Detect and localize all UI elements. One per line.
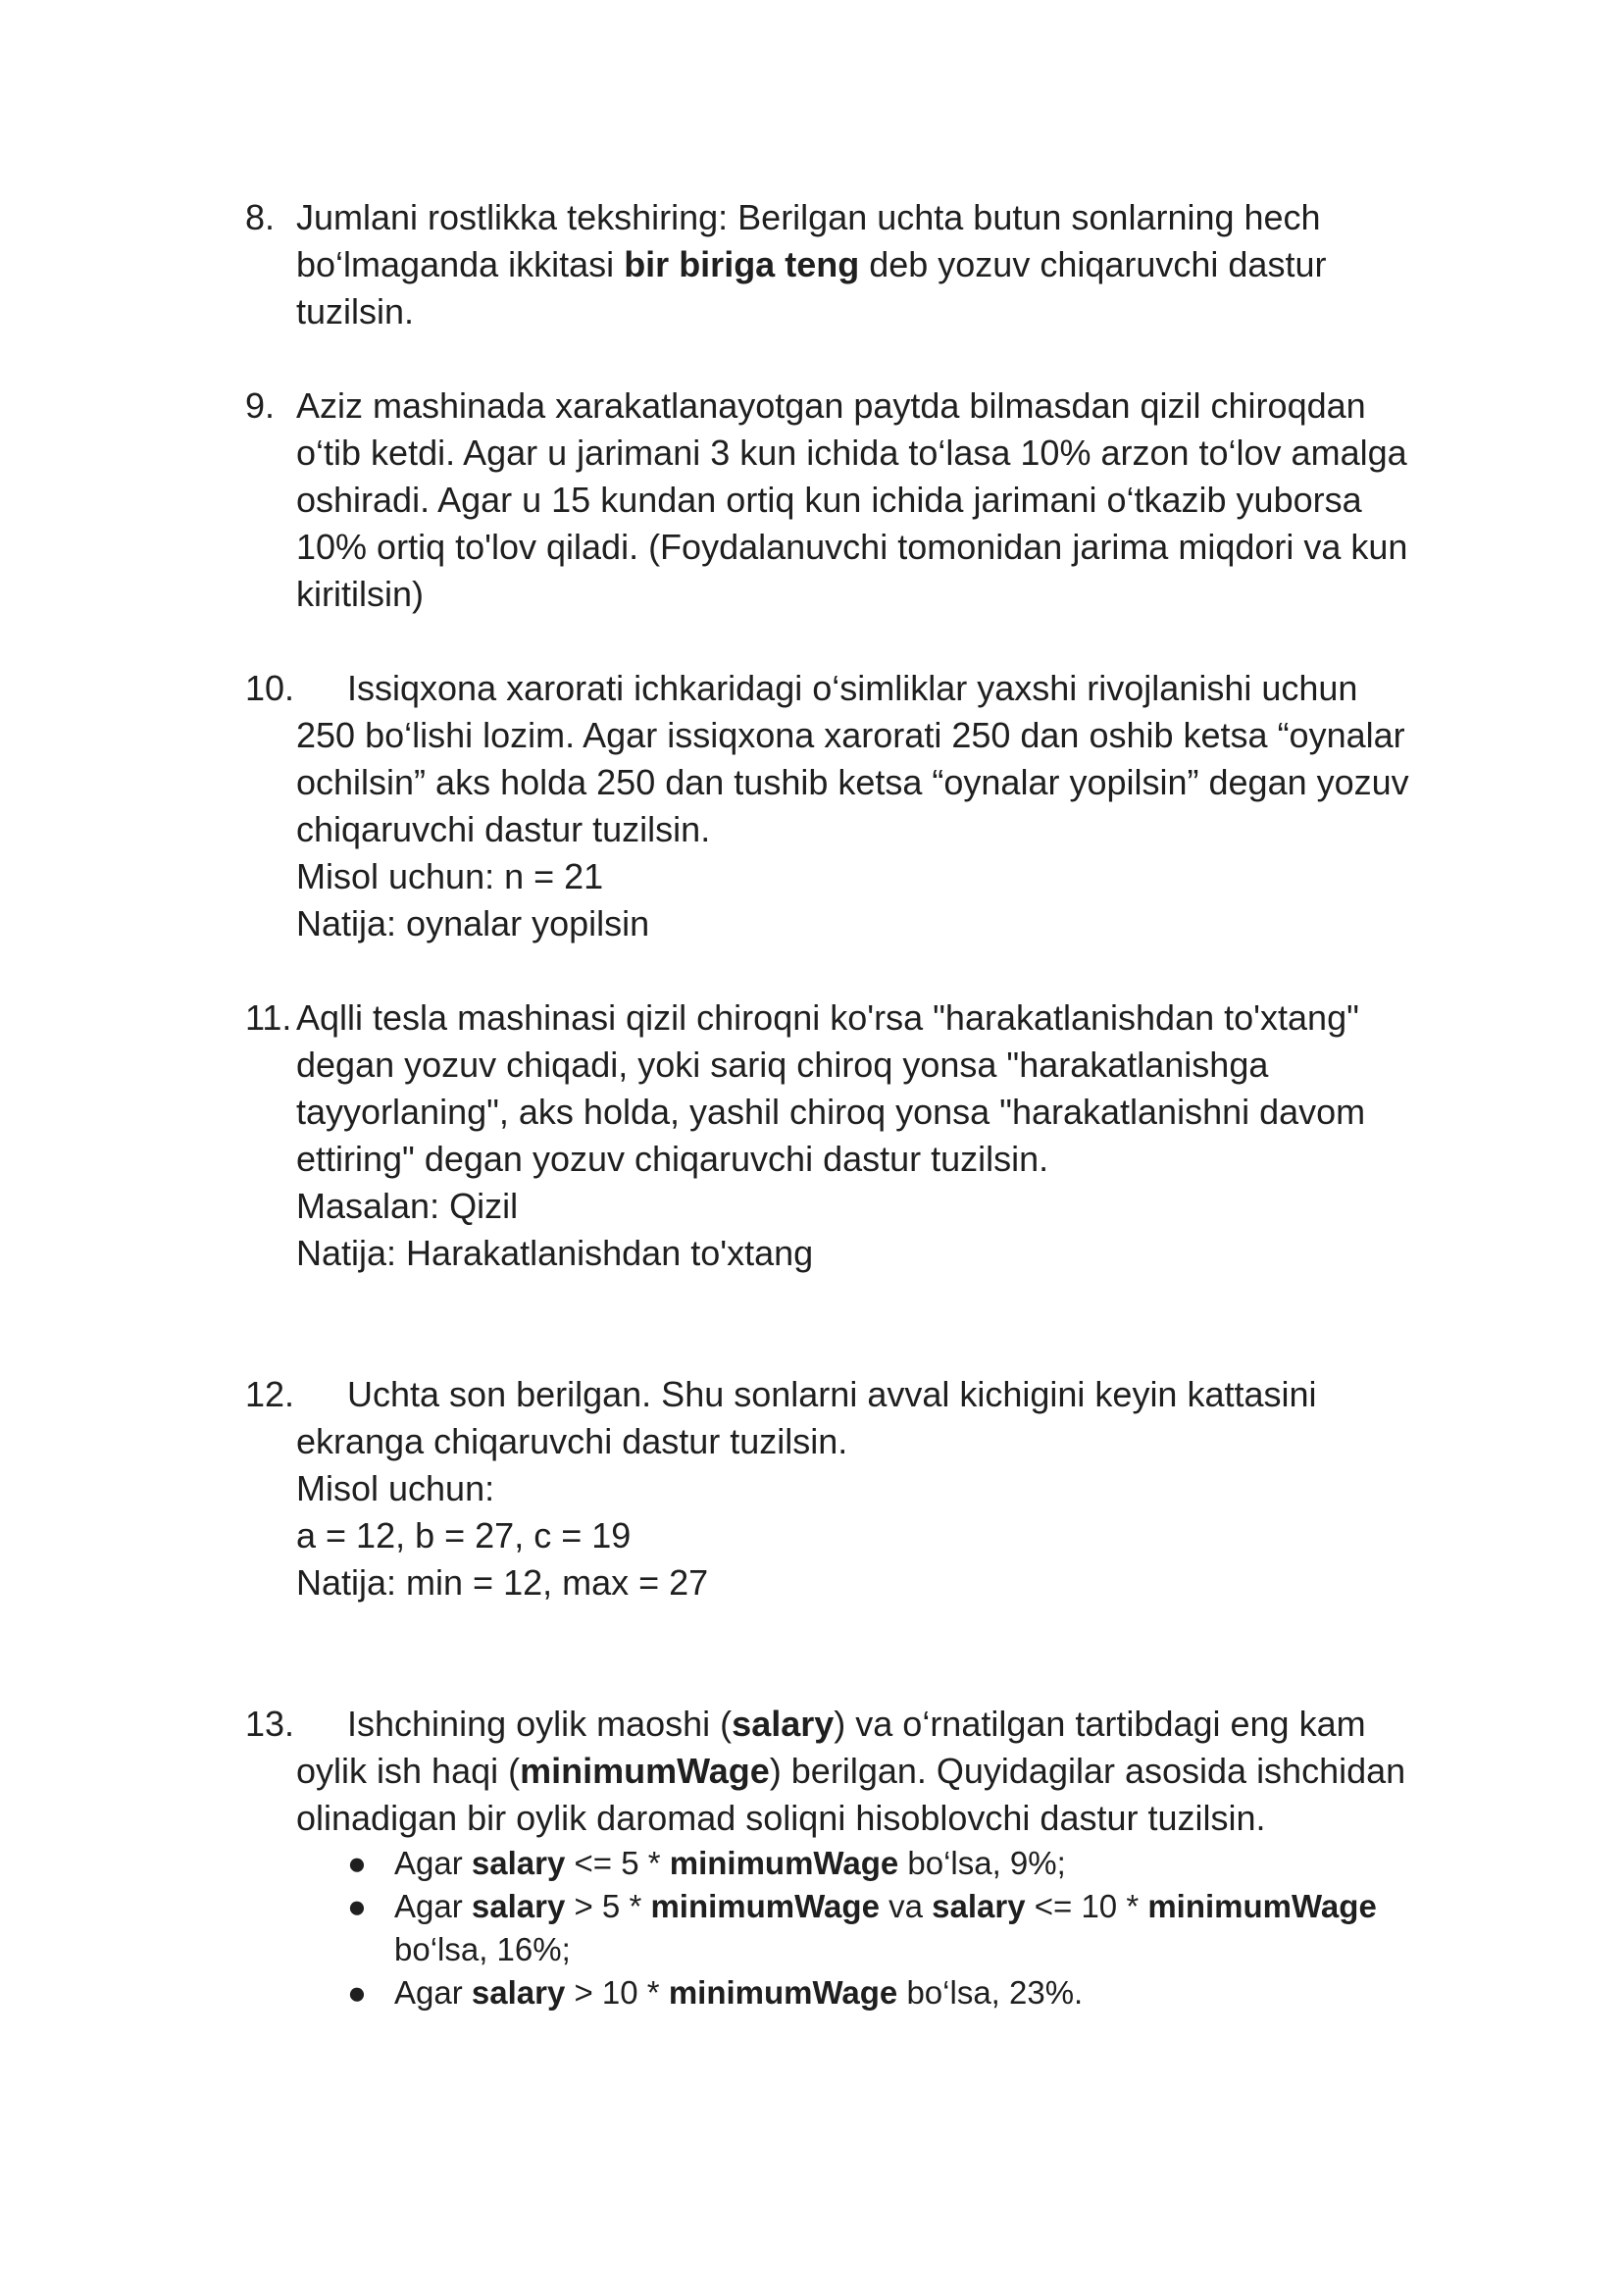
text-line	[296, 1748, 1442, 1795]
text-line: oshiradi. Agar u 15 kundan ortiq kun ichida jarimani o‘tkazib yuborsa	[296, 480, 1362, 520]
task-number: 13.	[245, 1704, 295, 1744]
text-run: deb yozuv chiqaruvchi dastur	[859, 244, 1327, 284]
text-run: > 5 *	[565, 1888, 651, 1924]
text-line: Natija: min = 12, max = 27	[296, 1562, 709, 1603]
task-text	[296, 665, 1442, 947]
text-line: Issiqxona xarorati ichkaridagi o‘simliklar yaxshi rivojlanishi uchun	[347, 668, 1358, 708]
text-run: Agar	[394, 1974, 472, 2011]
text-line: Misol uchun:	[296, 1468, 495, 1508]
task-text	[296, 1371, 1442, 1606]
bold-text: salary	[732, 1704, 835, 1744]
text-run: Agar	[394, 1845, 472, 1881]
text-run: Ishchining oylik maoshi (	[347, 1704, 733, 1744]
bold-text: salary	[471, 1845, 566, 1881]
bullet-list	[296, 1842, 1442, 2014]
task-number: 12.	[245, 1374, 295, 1414]
task-number: 10.	[245, 668, 295, 708]
text-line: Jumlani rostlikka tekshiring: Berilgan uchta butun sonlarning hech	[296, 197, 1321, 237]
bullet-item	[296, 1842, 1442, 1885]
bold-text: salary	[471, 1974, 566, 2011]
text-line: Masalan: Qizil	[296, 1186, 519, 1226]
bullet-item	[296, 1971, 1442, 2014]
text-line: Uchta son berilgan. Shu sonlarni avval kichigini keyin kattasini	[347, 1374, 1317, 1414]
text-line: Natija: oynalar yopilsin	[296, 903, 650, 943]
text-line: Aziz mashinada xarakatlanayotgan paytda bilmasdan qizil chiroqdan	[296, 385, 1366, 426]
text-line	[296, 241, 1442, 288]
text-line: olinadigan bir oylik daromad soliqni hisoblovchi dastur tuzilsin.	[296, 1798, 1266, 1838]
text-run: va	[879, 1888, 933, 1924]
task-item-11	[245, 994, 1442, 1277]
text-line: chiqaruvchi dastur tuzilsin.	[296, 809, 711, 849]
text-line: Aqlli tesla mashinasi qizil chiroqni ko'rsa "harakatlanishdan to'xtang"	[296, 997, 1359, 1038]
bullet-icon: ●	[347, 1888, 367, 1924]
text-line: degan yozuv chiqadi, yoki sariq chiroq yonsa "harakatlanishga	[296, 1045, 1269, 1085]
text-run: bo‘lmaganda ikkitasi	[296, 244, 625, 284]
bullet-icon: ●	[347, 1845, 367, 1881]
bold-text: bir biriga teng	[624, 244, 860, 284]
text-run: bo‘lsa, 23%.	[897, 1974, 1084, 2011]
text-run: <= 10 *	[1025, 1888, 1148, 1924]
task-number: 9.	[245, 385, 276, 426]
task-number: 11.	[245, 997, 292, 1038]
text-line: a = 12, b = 27, c = 19	[296, 1515, 632, 1555]
bullet-item	[296, 1885, 1442, 1971]
text-run: ) va o‘rnatilgan tartibdagi eng kam	[834, 1704, 1366, 1744]
text-line: tayyorlaning", aks holda, yashil chiroq yonsa "harakatlanishni davom	[296, 1092, 1366, 1132]
bold-text: salary	[471, 1888, 566, 1924]
task-item-12	[245, 1371, 1442, 1606]
text-line: Misol uchun: n = 21	[296, 856, 604, 896]
text-line: ettiring" degan yozuv chiqaruvchi dastur tuzilsin.	[296, 1139, 1049, 1179]
bold-text: salary	[932, 1888, 1026, 1924]
text-line: o‘tib ketdi. Agar u jarimani 3 kun ichida to‘lasa 10% arzon to‘lov amalga	[296, 433, 1407, 473]
bullet-icon: ●	[347, 1974, 367, 2011]
task-item-9	[245, 382, 1442, 618]
text-run: Agar	[394, 1888, 472, 1924]
text-line: Natija: Harakatlanishdan to'xtang	[296, 1233, 814, 1273]
text-run: oylik ish haqi (	[296, 1751, 521, 1791]
text-run: bo‘lsa, 9%;	[898, 1845, 1066, 1881]
task-text	[296, 194, 1442, 335]
task-item-13	[245, 1701, 1442, 2014]
bold-text: minimumWage	[520, 1751, 770, 1791]
text-line	[296, 1701, 1442, 1748]
text-run: > 10 *	[565, 1974, 669, 2011]
task-item-8	[245, 194, 1442, 335]
task-text	[296, 994, 1442, 1277]
text-line: 250 bo‘lishi lozim. Agar issiqxona xarorati 250 dan oshib ketsa “oynalar	[296, 715, 1405, 755]
task-number: 8.	[245, 197, 276, 237]
bold-text: minimumWage	[650, 1888, 880, 1924]
text-line: kiritilsin)	[296, 574, 424, 614]
text-line: 10% ortiq to'lov qiladi. (Foydalanuvchi tomonidan jarima miqdori va kun	[296, 527, 1408, 567]
bold-text: minimumWage	[1147, 1888, 1377, 1924]
text-line: ekranga chiqaruvchi dastur tuzilsin.	[296, 1421, 848, 1461]
text-line: tuzilsin.	[296, 291, 415, 331]
task-text	[296, 382, 1442, 618]
task-item-10	[245, 665, 1442, 947]
bold-text: minimumWage	[668, 1974, 898, 2011]
bold-text: minimumWage	[669, 1845, 899, 1881]
task-text	[296, 1701, 1442, 1842]
text-run: ) berilgan. Quyidagilar asosida ishchidan	[769, 1751, 1406, 1791]
text-line: ochilsin” aks holda 250 dan tushib ketsa “oynalar yopilsin” degan yozuv	[296, 762, 1409, 802]
text-line: bo‘lsa, 16%;	[394, 1931, 571, 1967]
text-run: <= 5 *	[565, 1845, 670, 1881]
